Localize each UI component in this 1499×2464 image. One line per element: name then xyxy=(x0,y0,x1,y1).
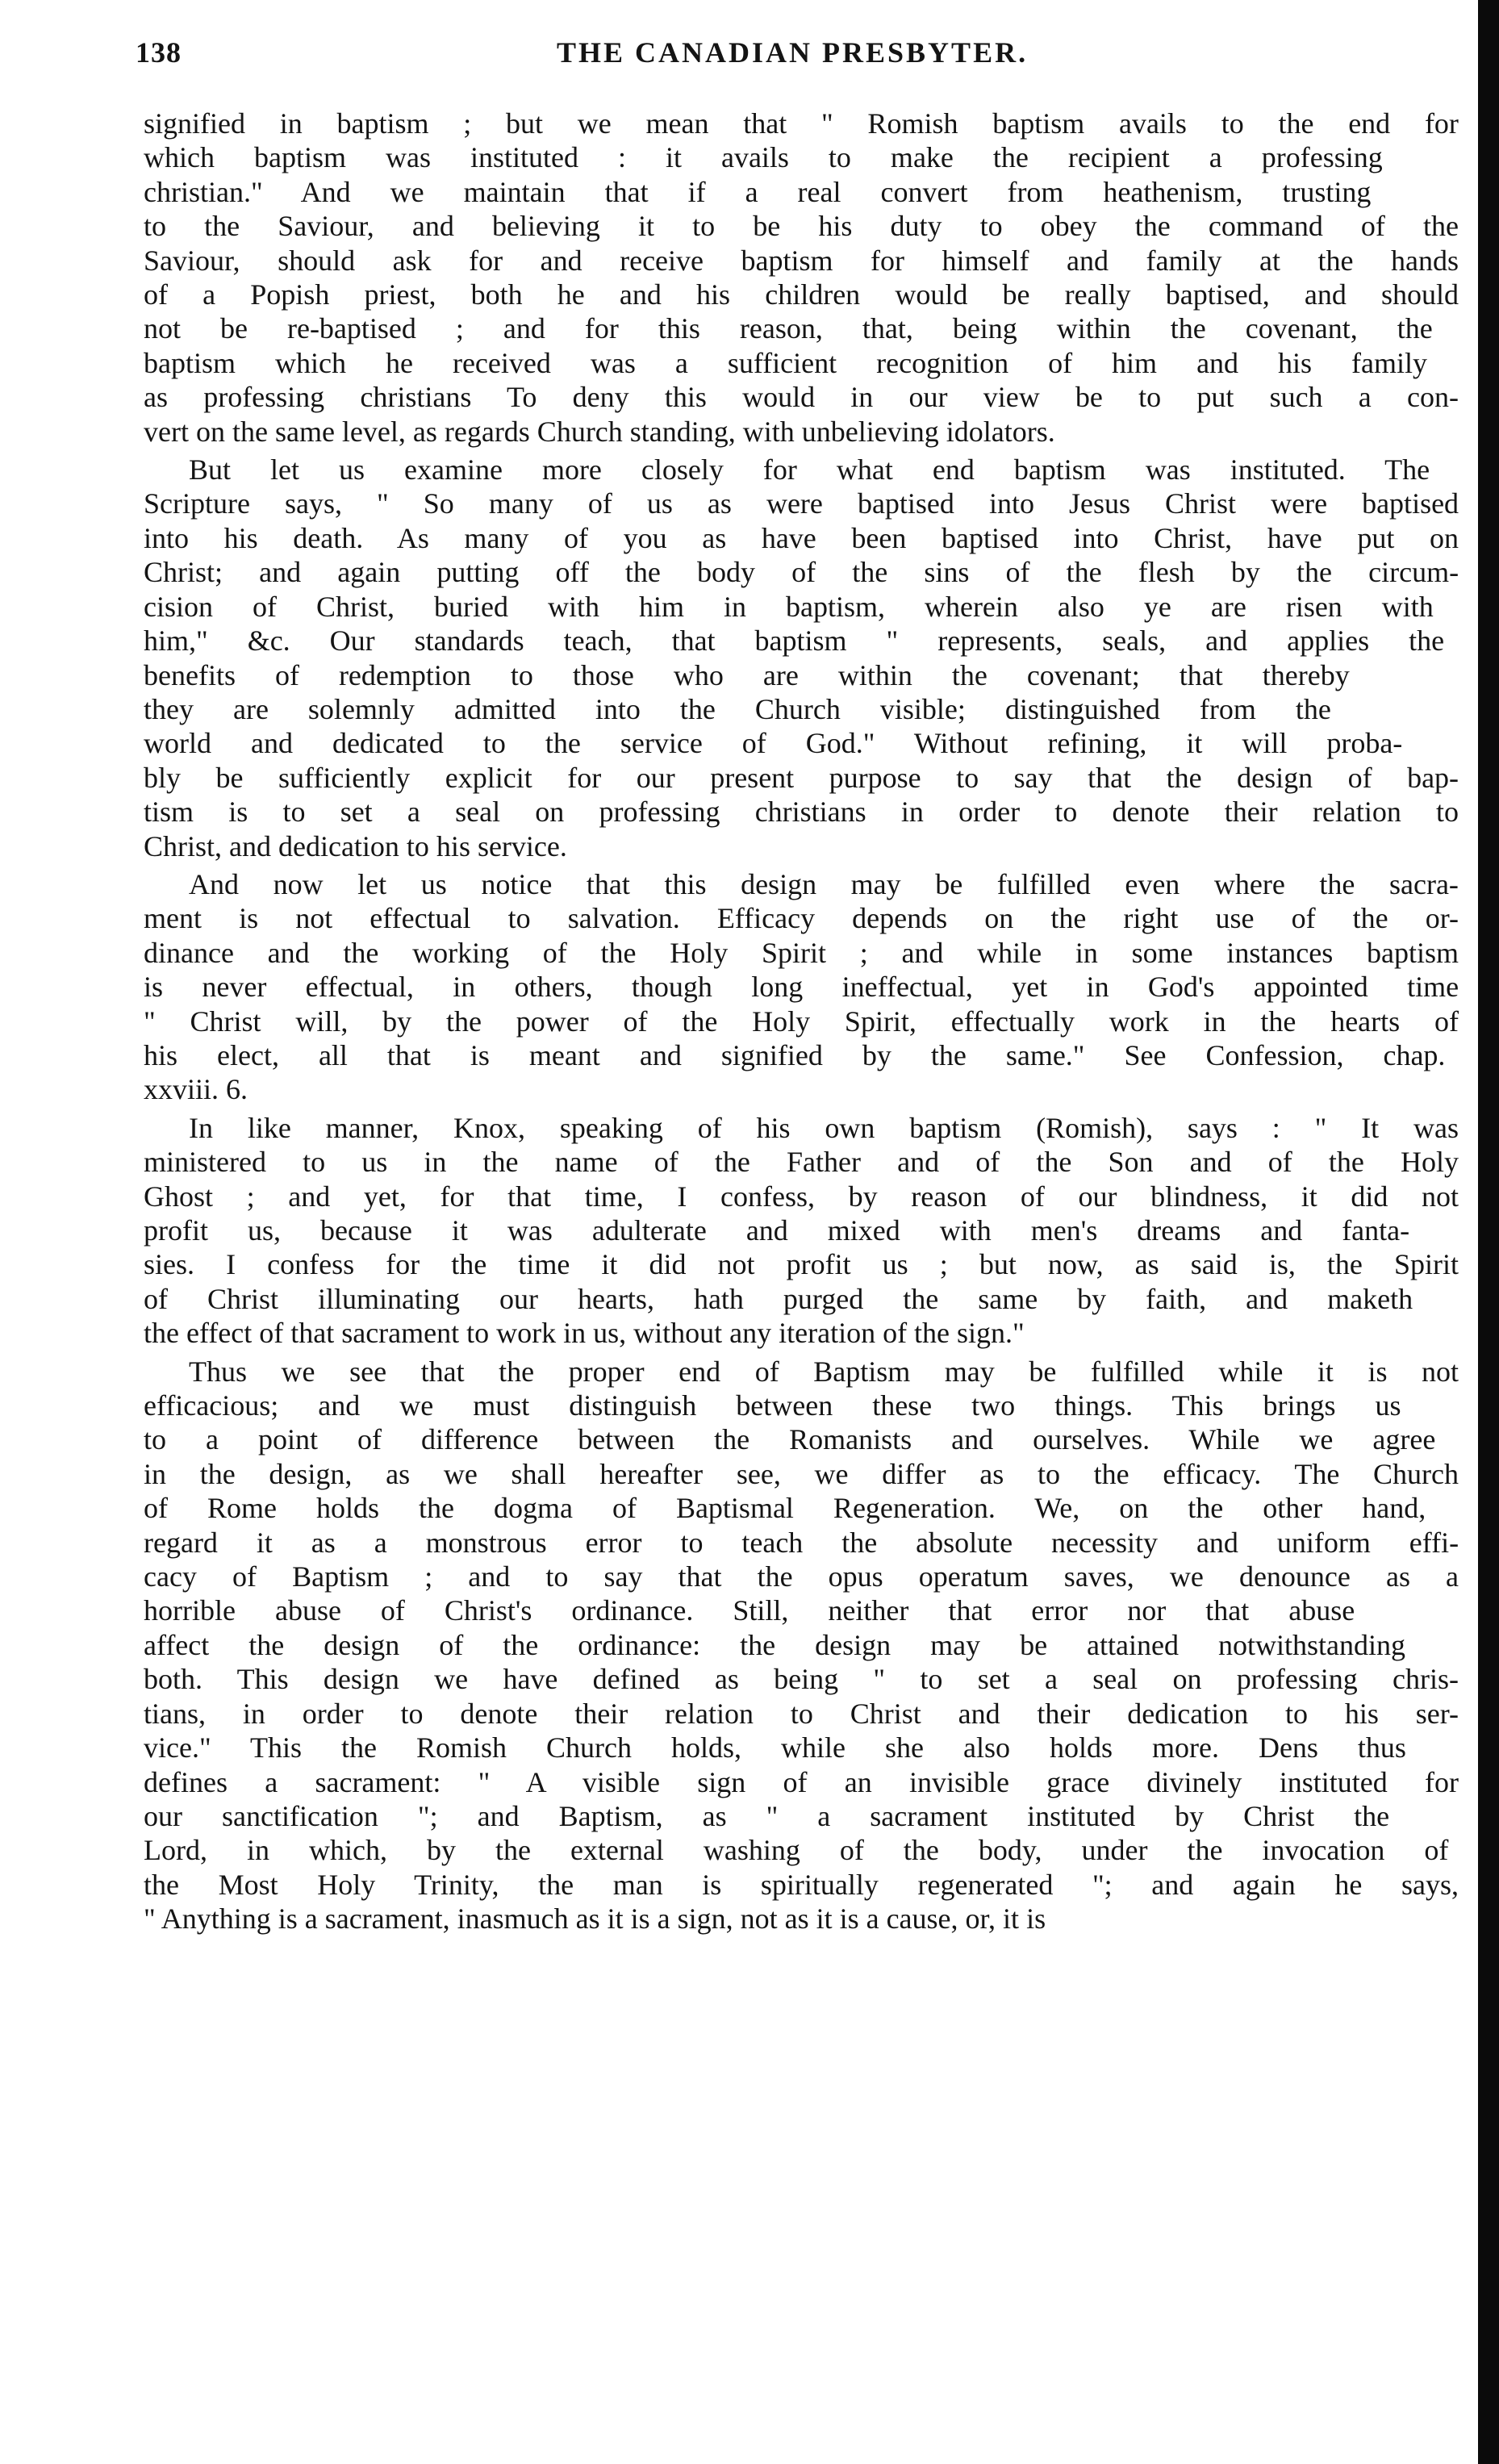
text-line: is never effectual, in others, though long ineffectual, yet in God's appointed time xyxy=(144,971,1459,1004)
page-number: 138 xyxy=(136,36,182,69)
text-line: defines a sacrament: " A visible sign of an invisible grace divinely instituted for xyxy=(144,1765,1459,1798)
paragraph xyxy=(144,867,1459,1107)
text-line: Ghost ; and yet, for that time, I confess, by reason of our blindness, it did not xyxy=(144,1180,1459,1213)
text-line: And now let us notice that this design may be fulfilled even where the sacra- xyxy=(189,867,1459,900)
text-line: tism is to set a seal on professing christians in order to denote their relation to xyxy=(144,796,1459,829)
paragraph xyxy=(144,106,1459,449)
text-line: affect the design of the ordinance: the design may be attained notwithstanding xyxy=(144,1628,1405,1661)
text-line: in the design, as we shall hereafter see, we differ as to the efficacy. The Church xyxy=(144,1457,1459,1490)
text-line: world and dedicated to the service of God." Without refining, it will proba- xyxy=(144,727,1403,760)
text-line: to a point of difference between the Romanists and ourselves. While we agree xyxy=(144,1423,1436,1456)
text-line: " Anything is a sacrament, inasmuch as it is a sign, not as it is a cause, or, it is xyxy=(144,1902,1046,1936)
paragraph xyxy=(144,1111,1459,1351)
text-line: xxviii. 6. xyxy=(144,1073,248,1106)
text-line: regard it as a monstrous error to teach the absolute necessity and uniform effi- xyxy=(144,1526,1459,1559)
text-line: tians, in order to denote their relation to Christ and their dedication to his ser- xyxy=(144,1697,1459,1730)
text-line: into his death. As many of you as have been baptised into Christ, have put on xyxy=(144,521,1459,554)
text-line: as professing christians To deny this would in our view be to put such a con- xyxy=(144,381,1459,414)
text-line: dinance and the working of the Holy Spirit ; and while in some instances baptism xyxy=(144,936,1459,969)
text-line: Christ, and dedication to his service. xyxy=(144,829,567,862)
text-line: him," &c. Our standards teach, that baptism " represents, seals, and applies the xyxy=(144,624,1445,658)
text-line: But let us examine more closely for what end baptism was instituted. The xyxy=(189,453,1430,487)
text-line: not be re-baptised ; and for this reason, that, being within the covenant, the xyxy=(144,312,1433,345)
text-line: Lord, in which, by the external washing of the body, under the invocation of xyxy=(144,1834,1449,1867)
running-head: THE CANADIAN PRESBYTER. xyxy=(557,36,1029,69)
text-line: bly be sufficiently explicit for our present purpose to say that the design of bap- xyxy=(144,761,1459,794)
text-line: baptism which he received was a sufficient recognition of him and his family xyxy=(144,346,1428,379)
text-line: which baptism was instituted : it avails to make the recipient a professing xyxy=(144,141,1383,174)
text-line: In like manner, Knox, speaking of his own baptism (Romish), says : " It was xyxy=(189,1111,1459,1144)
text-line: horrible abuse of Christ's ordinance. Still, neither that error nor that abuse xyxy=(144,1594,1355,1627)
text-line: signified in baptism ; but we mean that " Romish baptism avails to the end for xyxy=(144,107,1459,140)
text-line: cision of Christ, buried with him in baptism, wherein also ye are risen with xyxy=(144,590,1434,623)
text-line: the effect of that sacrament to work in us, without any iteration of the sign." xyxy=(144,1317,1025,1350)
text-line: ministered to us in the name of the Father and of the Son and of the Holy xyxy=(144,1146,1459,1179)
text-line: efficacious; and we must distinguish between these two things. This brings us xyxy=(144,1389,1401,1422)
text-line: the Most Holy Trinity, the man is spiritually regenerated "; and again he says, xyxy=(144,1868,1459,1901)
text-line: christian." And we maintain that if a real convert from heathenism, trusting xyxy=(144,175,1372,208)
text-line: of a Popish priest, both he and his children would be really baptised, and should xyxy=(144,278,1459,311)
text-line: vert on the same level, as regards Church standing, with unbelieving idolators. xyxy=(144,415,1055,448)
text-line: both. This design we have defined as being " to set a seal on professing chris- xyxy=(144,1663,1459,1696)
text-line: of Rome holds the dogma of Baptismal Regeneration. We, on the other hand, xyxy=(144,1492,1426,1525)
text-line: benefits of redemption to those who are within the covenant; that thereby xyxy=(144,658,1350,691)
page-header xyxy=(136,35,1459,84)
binding-edge xyxy=(1478,0,1499,2464)
text-line: sies. I confess for the time it did not profit us ; but now, as said is, the Spirit xyxy=(144,1248,1459,1281)
text-line: " Christ will, by the power of the Holy Spirit, effectually work in the hearts of xyxy=(144,1004,1459,1038)
text-line: Scripture says, " So many of us as were baptised into Jesus Christ were baptised xyxy=(144,487,1459,520)
text-line: our sanctification "; and Baptism, as " a sacrament instituted by Christ the xyxy=(144,1799,1390,1832)
text-line: ment is not effectual to salvation. Efficacy depends on the right use of the or- xyxy=(144,902,1459,935)
text-line: they are solemnly admitted into the Church visible; distinguished from the xyxy=(144,692,1331,725)
paragraph xyxy=(144,453,1459,863)
text-line: vice." This the Romish Church holds, while she also holds more. Dens thus xyxy=(144,1731,1406,1764)
text-line: Christ; and again putting off the body of the sins of the flesh by the circum- xyxy=(144,556,1459,589)
text-line: Saviour, should ask for and receive baptism for himself and family at the hands xyxy=(144,244,1459,277)
body-text xyxy=(144,106,1459,1936)
text-line: of Christ illuminating our hearts, hath purged the same by faith, and maketh xyxy=(144,1282,1413,1315)
text-line: Thus we see that the proper end of Baptism may be fulfilled while it is not xyxy=(189,1355,1459,1388)
text-line: cacy of Baptism ; and to say that the opus operatum saves, we denounce as a xyxy=(144,1560,1459,1593)
text-line: his elect, all that is meant and signified by the same." See Confession, chap. xyxy=(144,1038,1446,1071)
text-line: to the Saviour, and believing it to be his duty to obey the command of the xyxy=(144,210,1459,243)
text-line: profit us, because it was adulterate and mixed with men's dreams and fanta- xyxy=(144,1214,1410,1247)
paragraph xyxy=(144,1355,1459,1936)
